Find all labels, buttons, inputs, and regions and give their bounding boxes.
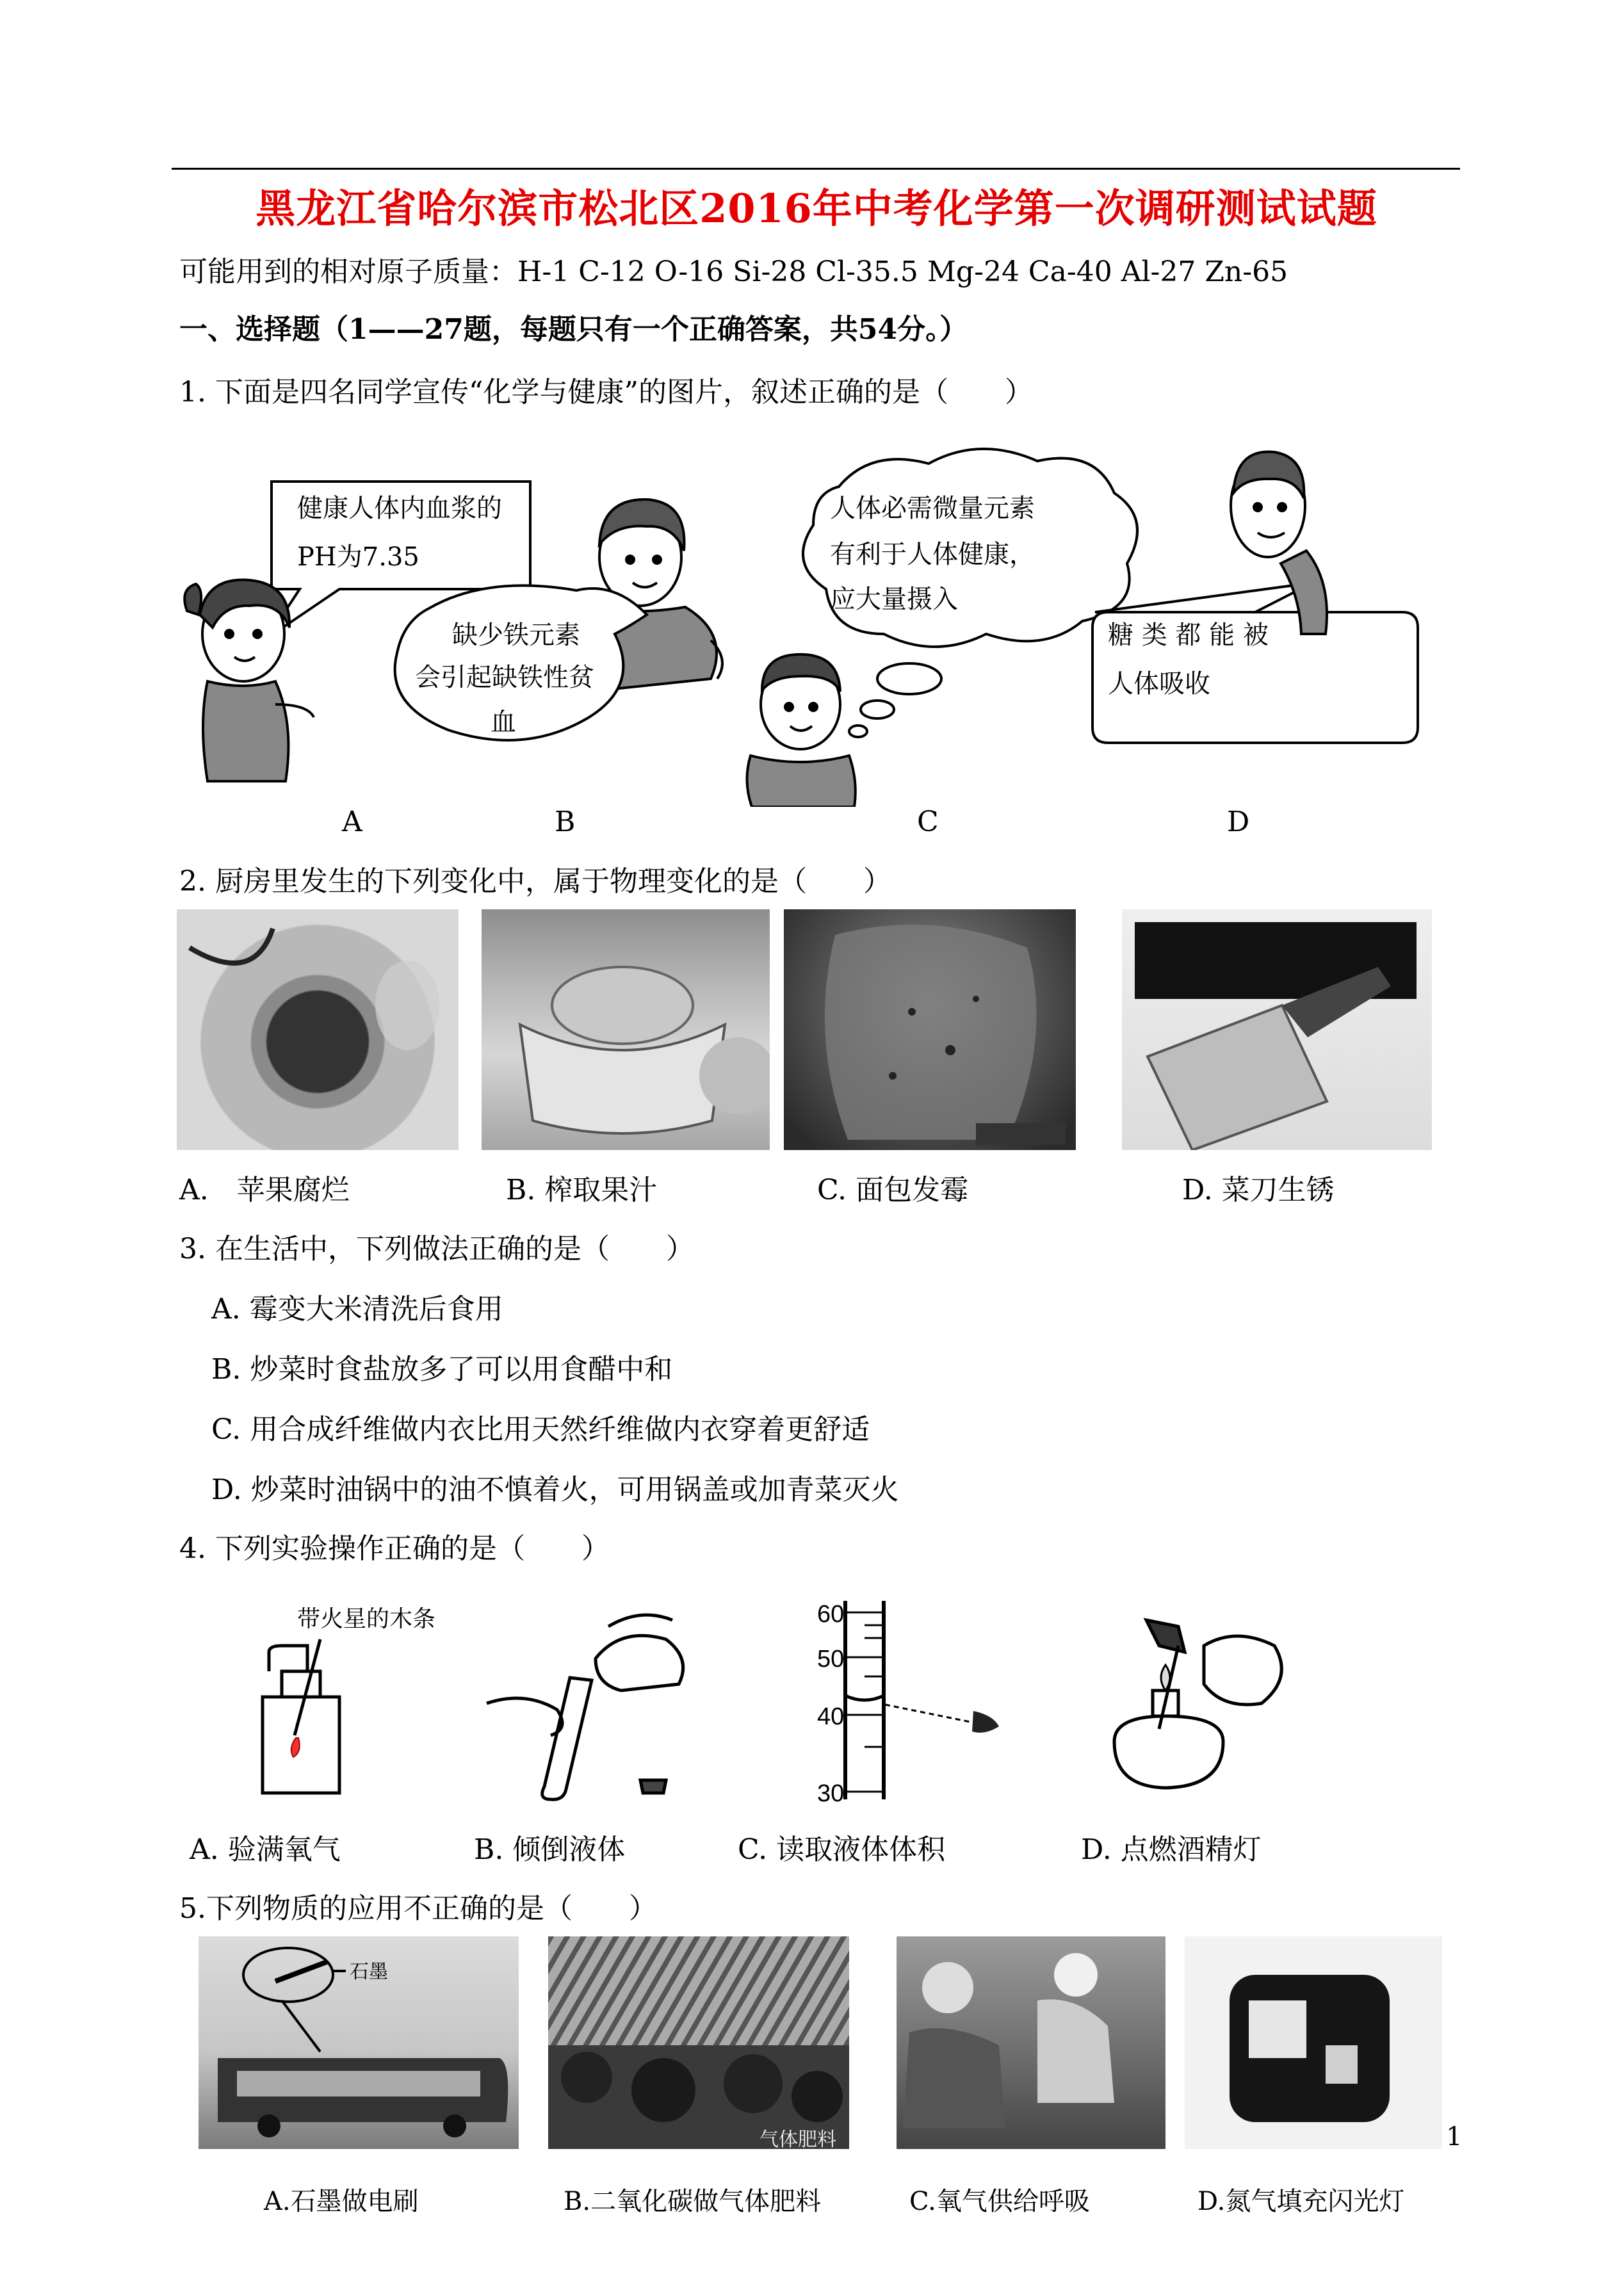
bubble-c-line-3: 应大量摄入: [830, 585, 958, 614]
flashlight-photo: [1185, 1936, 1442, 2149]
q3-option-b: B. 炒菜时食盐放多了可以用食醋中和: [211, 1353, 673, 1386]
q1-label-b: B: [555, 806, 576, 838]
bubble-a-line-1: 健康人体内血浆的: [297, 494, 502, 523]
q2-option-b: B. 榨取果汁: [506, 1174, 658, 1206]
q5-option-c: C.氧气供给呼吸: [909, 2187, 1090, 2216]
tick-30: 30: [817, 1780, 845, 1807]
q3-option-d: D. 炒菜时油锅中的油不慎着火，可用锅盖或加青菜灭火: [211, 1473, 899, 1506]
q1-label-a: A: [342, 806, 362, 838]
q1-label-c: C: [917, 806, 939, 838]
boy-figure-c: [747, 654, 855, 807]
tick-60: 60: [817, 1601, 845, 1628]
bubble-a-line-2: PH为7.35: [297, 542, 419, 572]
bubble-c-line-2: 有利于人体健康，: [830, 540, 1035, 569]
q4-stem: 4. 下列实验操作正确的是（ ）: [179, 1532, 610, 1565]
bubble-d-line-1: 糖 类 都 能 被: [1108, 620, 1269, 650]
greenhouse-photo: [548, 1936, 849, 2149]
q5-option-a: A.石墨做电刷: [264, 2187, 419, 2216]
top-rule: [172, 168, 1460, 170]
section-heading: 一、选择题（1——27题，每题只有一个正确答案，共54分。）: [179, 313, 968, 346]
bubble-b-line-2: 会引起缺铁性贫: [415, 663, 594, 692]
q3-stem: 3. 在生活中，下列做法正确的是（ ）: [179, 1233, 694, 1265]
q4-option-d: D. 点燃酒精灯: [1081, 1833, 1262, 1866]
q1-cartoon-drawing: [154, 423, 1486, 807]
q2-stem: 2. 厨房里发生的下列变化中，属于物理变化的是（ ）: [179, 865, 891, 898]
q1-label-d: D: [1227, 806, 1250, 838]
page-title: 黑龙江省哈尔滨市松北区2016年中考化学第一次调研测试试题: [256, 185, 1377, 232]
bubble-b-line-1: 缺少铁元素: [452, 620, 580, 650]
gas-fertilizer-label: 气体肥料: [759, 2129, 836, 2149]
q4-option-a: A. 验满氧气: [190, 1833, 341, 1866]
trolleybus-photo: [199, 1936, 519, 2149]
bubble-d-line-2: 人体吸收: [1108, 669, 1210, 699]
q3-option-a: A. 霉变大米清洗后食用: [211, 1293, 503, 1326]
q4-option-c: C. 读取液体体积: [738, 1833, 946, 1866]
alcohol-lamp-figure: [1095, 1607, 1306, 1806]
bubble-b-line-3: 血: [491, 708, 516, 737]
q2-option-c: C. 面包发霉: [817, 1174, 969, 1206]
read-volume-figure: [781, 1601, 1037, 1806]
glowing-splint-label: 带火星的木条: [297, 1606, 436, 1632]
graphite-label: 石墨: [350, 1961, 388, 1983]
juicer-photo: [482, 909, 770, 1150]
bubble-c-line-1: 人体必需微量元素: [830, 494, 1035, 523]
moldy-bread-photo: [784, 909, 1076, 1150]
q5-option-b: B.二氧化碳做气体肥料: [564, 2187, 822, 2216]
pouring-liquid-figure: [474, 1601, 704, 1806]
q1-cartoon: [154, 423, 1486, 807]
atomic-masses: 可能用到的相对原子质量：H-1 C-12 O-16 Si-28 Cl-35.5 Mg-24 Ca-40 Al-27 Zn-65: [179, 255, 1288, 288]
q2-option-a: A. 苹果腐烂: [179, 1174, 350, 1206]
q2-option-d: D. 菜刀生锈: [1182, 1174, 1335, 1206]
q4-option-b: B. 倾倒液体: [474, 1833, 626, 1866]
tick-50: 50: [817, 1646, 845, 1673]
q5-stem: 5.下列物质的应用不正确的是（ ）: [179, 1892, 657, 1925]
page-number: 1: [1446, 2122, 1463, 2152]
oxygen-test-figure: [218, 1601, 487, 1806]
q5-option-d: D.氮气填充闪光灯: [1198, 2187, 1405, 2216]
tick-40: 40: [817, 1703, 845, 1730]
rotten-apple-photo: [177, 909, 459, 1150]
q1-stem: 1. 下面是四名同学宣传“化学与健康”的图片，叙述正确的是（ ）: [179, 376, 1033, 409]
rusty-knife-photo: [1122, 909, 1432, 1150]
surgery-photo: [897, 1936, 1165, 2149]
q3-option-c: C. 用合成纤维做内衣比用天然纤维做内衣穿着更舒适: [211, 1413, 870, 1446]
